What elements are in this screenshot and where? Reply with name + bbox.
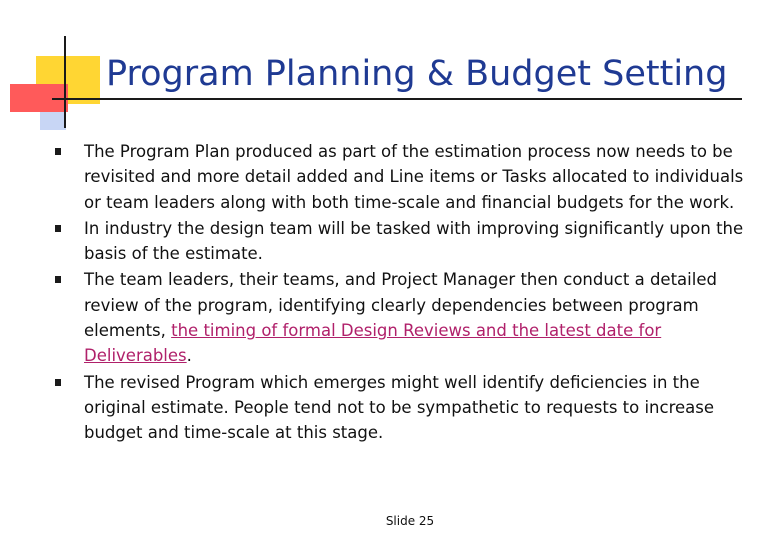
- bullet-text: In industry the design team will be tasked with improving significantly upon the basis of the estimate.: [84, 218, 744, 264]
- design-reviews-link[interactable]: the timing of formal Design Reviews and the latest date for Deliverables: [84, 321, 662, 366]
- bullet-square-icon: [55, 276, 61, 283]
- bullet-square-icon: [55, 379, 61, 386]
- slide-title: Program Planning & Budget Setting: [106, 54, 728, 94]
- title-underline-rule: [52, 98, 742, 100]
- bullet-item: [48, 370, 760, 446]
- bullet-text: [84, 270, 717, 365]
- decorative-vertical-rule: [64, 36, 66, 128]
- bullet-text-before-link: The team leaders, their teams, and Project Manager then conduct a detailed review of the program, identifying clearly dependencies between program elements,: [84, 270, 717, 341]
- bullet-text: The Program Plan produced as part of the estimation process now needs to be revisited and more detail added and Line items or Tasks allocated to individuals or team leaders along with both time-scale and financial budgets for the work.: [84, 142, 744, 212]
- bullet-item: [48, 139, 760, 215]
- bullet-text: The revised Program which emerges might well identify deficiencies in the original estimate. People tend not to be sympathetic to requests to increase budget and time-scale at this stage.: [84, 372, 715, 443]
- bullet-text-after-link: .: [186, 346, 192, 366]
- slide-number: Slide 25: [385, 514, 435, 528]
- bullet-list: [48, 139, 760, 447]
- decorative-blue-block: [40, 112, 66, 130]
- bullet-item: [48, 267, 760, 368]
- bullet-square-icon: [55, 148, 61, 155]
- bullet-item: [48, 216, 760, 267]
- bullet-square-icon: [55, 225, 61, 232]
